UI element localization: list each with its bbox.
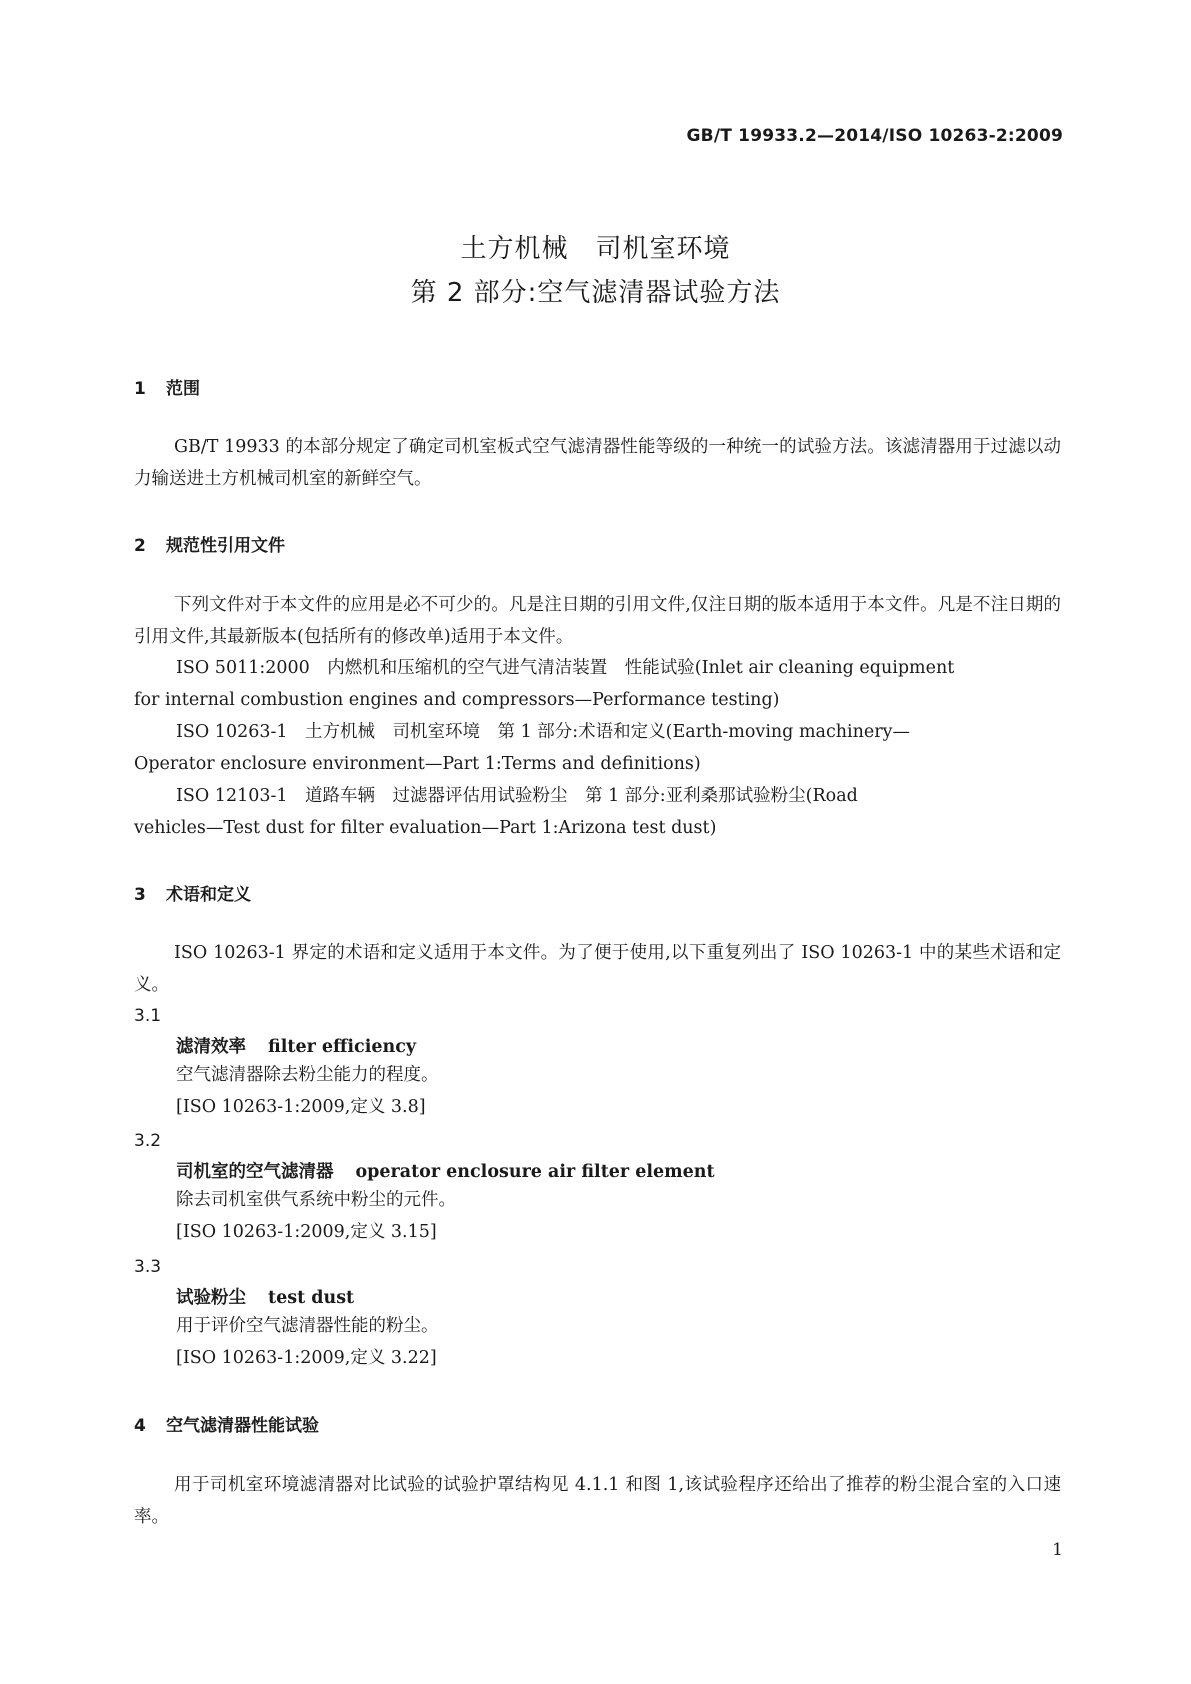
standard-code: GB/T 19933.2—2014/ISO 10263-2:2009 [686,126,1063,146]
term-definition: 用于评价空气滤清器性能的粉尘。 [176,1316,439,1336]
section-number: 1 [134,379,146,399]
term-zh: 试验粉尘 [176,1288,246,1308]
ref-2-line-1: ISO 10263-1 土方机械 司机室环境 第 1 部分:术语和定义(Earth-moving machinery— [176,722,911,742]
term-heading [176,1033,416,1058]
term-en: filter efficiency [268,1037,417,1057]
ref-2-line-2: Operator enclosure environment—Part 1:Terms and definitions) [134,754,701,774]
section-number: 4 [134,1416,146,1436]
section-1-heading [134,374,200,399]
ref-3-line-2: vehicles—Test dust for filter evaluation—Part 1:Arizona test dust) [134,818,717,838]
section-number: 2 [134,536,146,556]
term-source: [ISO 10263-1:2009,定义 3.15] [176,1222,437,1242]
term-number: 3.1 [134,1006,162,1026]
term-number: 3.3 [134,1257,162,1277]
ref-1-line-1: ISO 5011:2000 内燃机和压缩机的空气进气清洁装置 性能试验(Inlet air cleaning equipment [176,658,955,678]
ref-3-line-1: ISO 12103-1 道路车辆 过滤器评估用试验粉尘 第 1 部分:亚利桑那试验粉尘(Road [176,786,858,806]
section-title: 术语和定义 [166,885,251,905]
title-line-2: 第 2 部分:空气滤清器试验方法 [410,278,781,308]
section-1-paragraph: GB/T 19933 的本部分规定了确定司机室板式空气滤清器性能等级的一种统一的试验方法。该滤清器用于过滤以动力输送进土方机械司机室的新鲜空气。 [134,437,1061,489]
section-number: 3 [134,885,146,905]
section-title: 范围 [166,379,200,399]
section-4-heading [134,1411,319,1436]
term-source: [ISO 10263-1:2009,定义 3.8] [176,1097,426,1117]
term-source: [ISO 10263-1:2009,定义 3.22] [176,1348,437,1368]
section-2-heading [134,531,285,556]
title-line-1: 土方机械 司机室环境 [460,234,731,264]
section-2-paragraph: 下列文件对于本文件的应用是必不可少的。凡是注日期的引用文件,仅注日期的版本适用于本文件。凡是不注日期的引用文件,其最新版本(包括所有的修改单)适用于本文件。 [134,595,1061,647]
term-definition: 空气滤清器除去粉尘能力的程度。 [176,1065,439,1085]
section-4-paragraph: 用于司机室环境滤清器对比试验的试验护罩结构见 4.1.1 和图 1,该试验程序还给出了推荐的粉尘混合室的入口速率。 [134,1475,1061,1527]
section-3-heading [134,880,251,905]
term-definition: 除去司机室供气系统中粉尘的元件。 [176,1190,456,1210]
section-3-paragraph: ISO 10263-1 界定的术语和定义适用于本文件。为了便于使用,以下重复列出了 ISO 10263-1 中的某些术语和定义。 [134,943,1061,995]
section-title: 空气滤清器性能试验 [166,1416,319,1436]
term-zh: 滤清效率 [176,1037,246,1057]
term-en: operator enclosure air filter element [355,1162,715,1182]
ref-1-line-2: for internal combustion engines and compressors—Performance testing) [134,690,780,710]
term-en: test dust [268,1288,355,1308]
term-number: 3.2 [134,1131,162,1151]
term-heading [176,1158,715,1183]
term-zh: 司机室的空气滤清器 [176,1162,334,1182]
page-number: 1 [1052,1540,1063,1560]
term-heading [176,1284,354,1309]
section-title: 规范性引用文件 [166,536,285,556]
